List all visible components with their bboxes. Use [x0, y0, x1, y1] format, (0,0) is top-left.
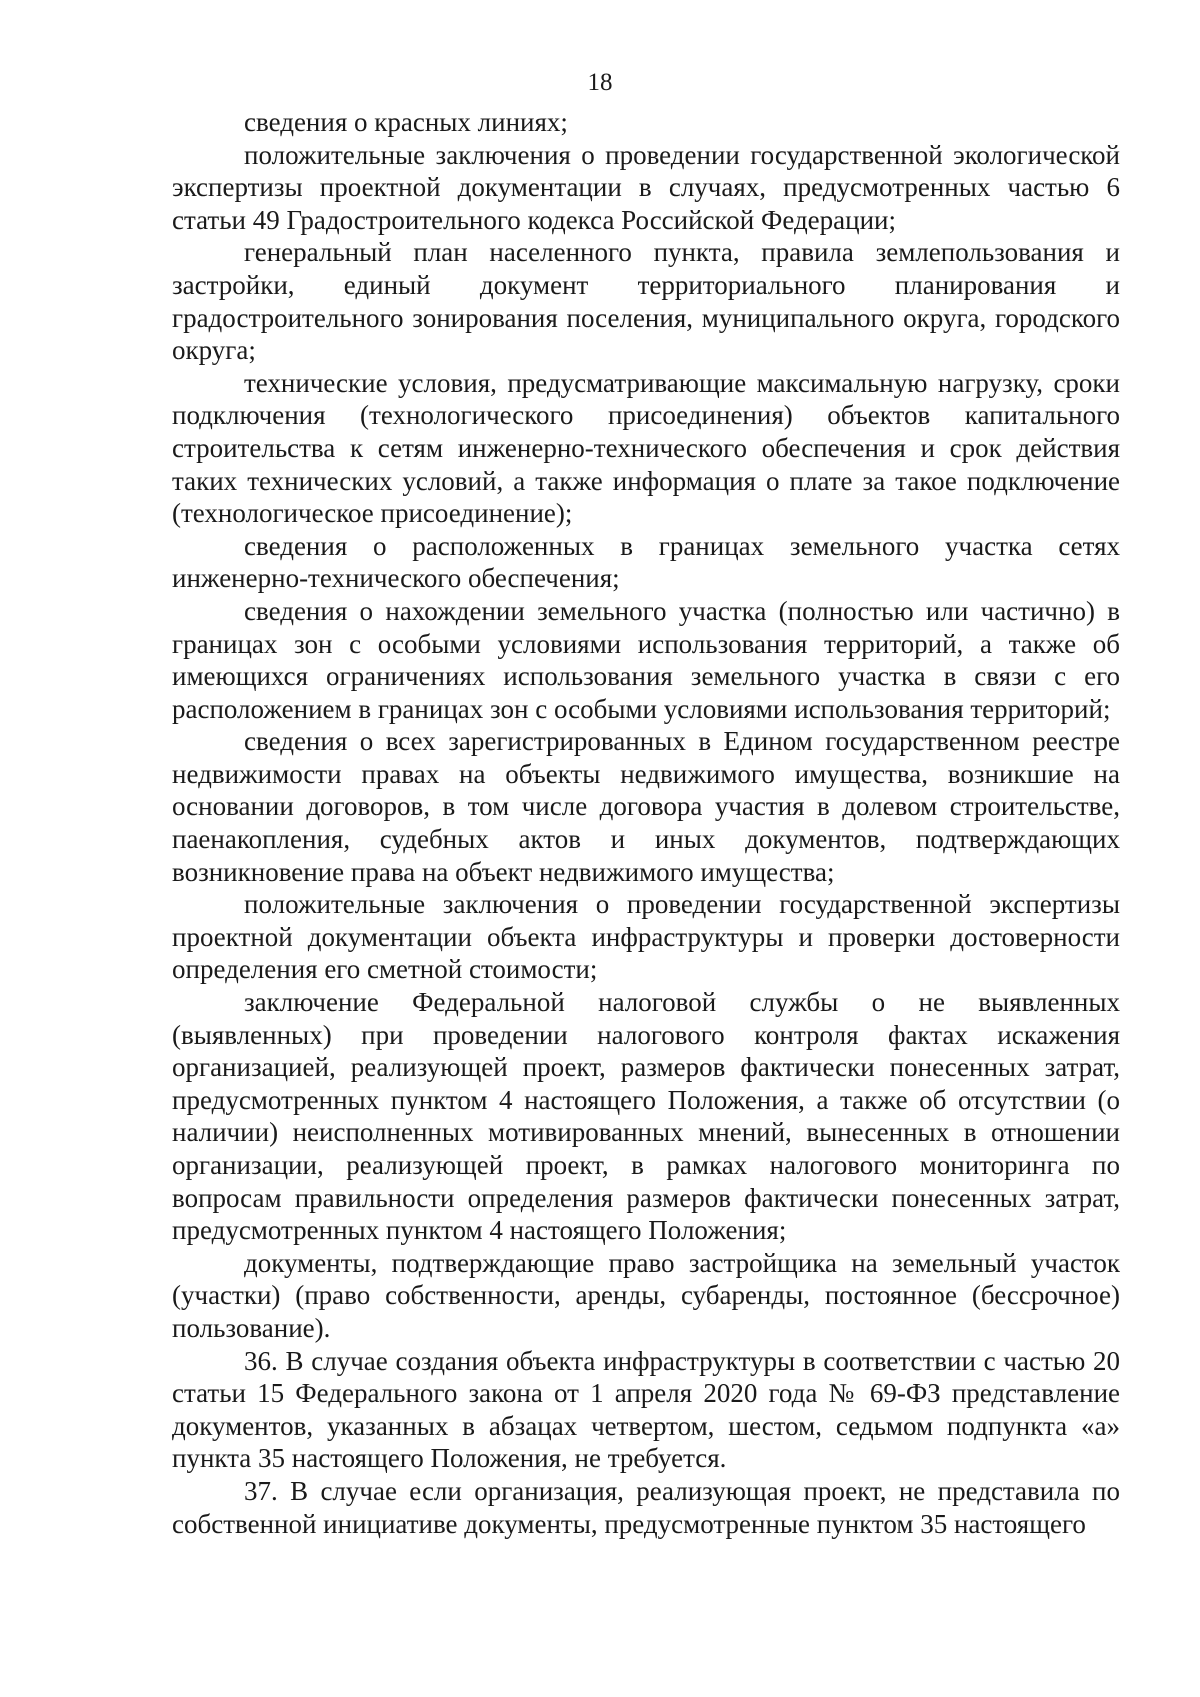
paragraph-clause-37: 37. В случае если организация, реализующая проект, не представила по собственной инициативе документы, предусмотренные пунктом 35 настоящего	[172, 1475, 1120, 1539]
document-body	[172, 106, 1120, 1540]
paragraph-registered-rights: сведения о всех зарегистрированных в Едином государственном реестре недвижимости правах на объекты недвижимого имущества, возникшие на основании договоров, в том числе договора участия в долевом строительстве, паенакопления, судебных актов и иных документов, подтверждающих возникновение права на объект недвижимого имущества;	[172, 726, 1120, 887]
paragraph-clause-36: 36. В случае создания объекта инфраструктуры в соответствии с частью 20 статьи 15 Федерального закона от 1 апреля 2020 года № 69-ФЗ представление документов, указанных в абзацах четвертом, шестом, седьмом подпункта «а» пункта 35 настоящего Положения, не требуется.	[172, 1345, 1120, 1474]
paragraph-state-expertise: положительные заключения о проведении государственной экспертизы проектной документации объекта инфраструктуры и проверки достоверности определения его сметной стоимости;	[172, 889, 1120, 985]
paragraph-red-lines: сведения о красных линиях;	[244, 107, 568, 137]
page-number: 18	[587, 69, 613, 96]
paragraph-engineering-networks: сведения о расположенных в границах земельного участка сетях инженерно-технического обеспечения;	[172, 530, 1120, 594]
paragraph-special-zones: сведения о нахождении земельного участка (полностью или частично) в границах зон с особыми условиями использования территорий, а также об имеющихся ограничениях использования земельного участка в связи с его расположением в границах зон с особыми условиями использования территорий;	[172, 595, 1120, 724]
paragraph-ecological-expertise: положительные заключения о проведении государственной экологической экспертизы проектной документации в случаях, предусмотренных частью 6 статьи 49 Градостроительного кодекса Российской Федерации;	[172, 139, 1120, 235]
paragraph-tax-service-conclusion: заключение Федеральной налоговой службы о не выявленных (выявленных) при проведении налогового контроля фактах искажения организацией, реализующей проект, размеров фактически понесенных затрат, предусмотренных пунктом 4 настоящего Положения, а также об отсутствии (о наличии) неисполненных мотивированных мнений, вынесенных в отношении организации, реализующей проект, в рамках налогового мониторинга по вопросам правильности определения размеров фактически понесенных затрат, предусмотренных пунктом 4 настоящего Положения;	[172, 987, 1120, 1246]
paragraph-general-plan: генеральный план населенного пункта, правила землепользования и застройки, единый документ территориального планирования и градостроительного зонирования поселения, муниципального округа, городского округа;	[172, 237, 1120, 366]
paragraph-technical-conditions: технические условия, предусматривающие максимальную нагрузку, сроки подключения (технологического присоединения) объектов капитального строительства к сетям инженерно-технического обеспечения и срок действия таких технических условий, а также информация о плате за такое подключение (технологическое присоединение);	[172, 367, 1120, 529]
paragraph-land-rights: документы, подтверждающие право застройщика на земельный участок (участки) (право собственности, аренды, субаренды, постоянное (бессрочное) пользование).	[172, 1247, 1120, 1343]
